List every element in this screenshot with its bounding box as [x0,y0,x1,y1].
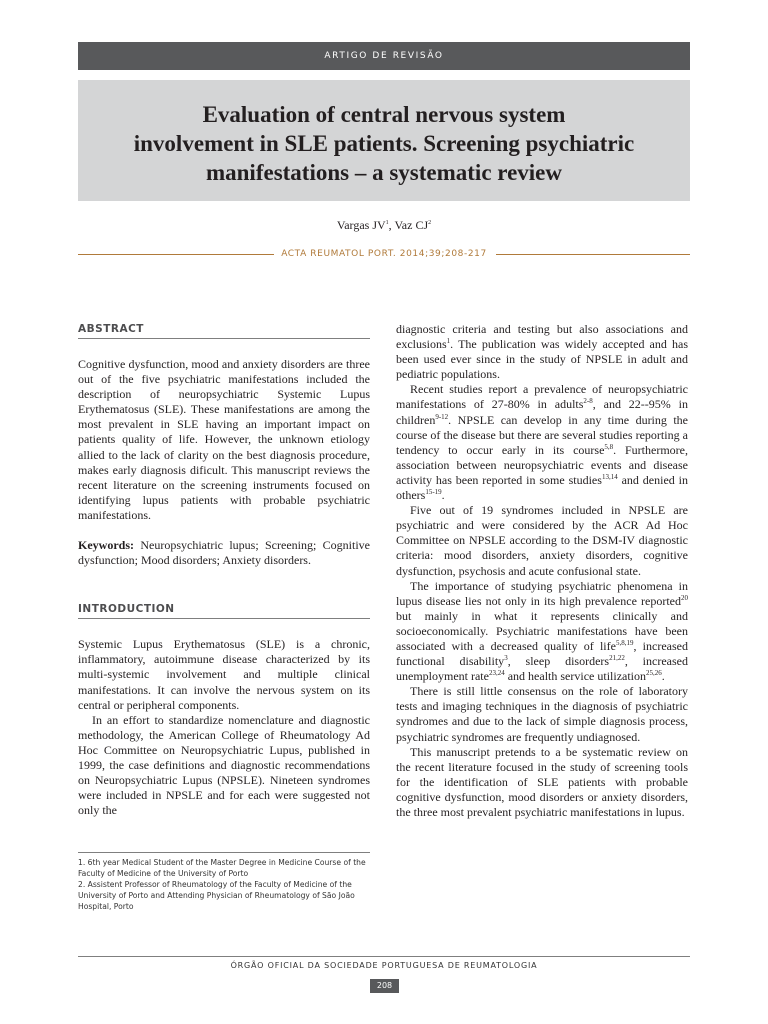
intro-paragraph-2: In an effort to standardize nomenclature and diagnostic methodology, the American College of Rheumatology Ad Hoc Committee on Neuropsychiatric Lupus, published in 1999, the case definitions and diagnostic recommendations on Neuropsychiatric Lupus (NPSLE). Nineteen syndromes were included in NPSLE and for each were suggested not only the [78,712,370,818]
author-separator: , [388,218,395,232]
spacer [78,523,370,538]
citation: 13,14 [601,472,618,481]
keywords [78,538,370,568]
keywords-label: Keywords: [78,538,134,553]
text-run: , and 22--95% in children [396,397,688,427]
footer-organization: ÓRGÃO OFICIAL DA SOCIEDADE PORTUGUESA DE REUMATOLOGIA [230,961,538,970]
text-run: Recent studies report a prevalence of neuropsychiatric manifestations of 27-80% in adults [396,382,688,412]
citation: 23,24 [488,669,505,678]
section-label-band [78,42,690,70]
intro-paragraph-1: Systemic Lupus Erythematosus (SLE) is a chronic, inflammatory, autoimmune disease characterized by its multi-systemic involvement and multiple clinical manifestations. It can involve the nervous system on its central or peripheral components. [78,637,370,712]
footer-divider [78,956,690,957]
text-run: . [441,488,445,503]
right-column [396,322,688,820]
footnote-2: 2. Assistent Professor of Rheumatology of the Faculty of Medicine of the University of Porto and Attending Physician of Rheumatology of São João Hospital, Porto [78,880,355,911]
body-paragraph-3: Five out of 19 syndromes included in NPSLE are psychiatric and were considered by the ACR Ad Hoc Committee on NPSLE according to the DSM-IV diagnostic criteria: mood disorders, anxiety disorders, cognitive dysfunction, psychosis and acute confusional state. [396,503,688,578]
citation: 9-12 [435,412,449,421]
text-run: . [661,669,665,684]
keywords-text: Neuropsychiatric lupus; Screening; Cognitive dysfunction; Mood disorders; Anxiety disorders. [78,538,370,568]
text-run: The importance of studying psychiatric phenomena in lupus disease lies not only in its high prevalence reported [396,578,688,608]
text-run: , increased functional disability [396,638,688,669]
author-2: Vaz CJ [394,218,429,232]
affiliation-footnotes [78,852,370,912]
body-paragraph-2 [396,382,688,503]
citation: 21,22 [609,654,625,663]
footnote-1: 1. 6th year Medical Student of the Master Degree in Medicine Course of the Faculty of Medicine of the University of Porto [78,858,366,878]
page-number: 208 [370,979,399,993]
title-line-3: manifestations – a systematic review [205,160,562,185]
body-paragraph-1 [396,322,688,382]
abstract-text: Cognitive dysfunction, mood and anxiety disorders are three out of the five psychiatric manifestations included the description of neuropsychiatric Systemic Lupus Erythematosus (SLE). These manifestations are among the most prevalent in SLE having an important impact on patients quality of life. However, the unknown etiology allied to the lack of clarity on the best diagnosis procedure, makes early diagnosis dificult. This manuscript reviews the recent literature on the screening instruments focused on identifying lupus patients with probable psychiatric manifestations. [78,357,370,522]
author-1: Vargas JV [336,218,386,232]
journal-reference-bar [78,247,690,261]
text-run: and health service utilization [504,669,647,684]
citation: 3 [504,654,508,663]
text-run: but mainly in what it represents clinically and socioeconomically. Psychiatric manifestations have been associated with a decreased quality of life [396,608,688,653]
text-run: . Furthermore, association between neuropsychiatric events and disease activity has been reported in some studies [396,442,688,487]
left-column [78,322,370,818]
citation: 5,8 [604,442,614,451]
rule-right [496,254,690,255]
citation: 2-8 [583,397,593,406]
journal-reference: ACTA REUMATOL PORT. 2014;39;208-217 [281,249,487,259]
text-run: , sleep disorders [507,654,610,669]
citation: 25,26 [646,669,662,678]
title-line-2: involvement in SLE patients. Screening psychiatric [133,131,635,156]
authors [0,218,768,233]
title-line-1: Evaluation of central nervous system [202,102,566,127]
text-run: diagnostic criteria and testing but also associations and exclusions [396,322,688,352]
text-run: . The publication was widely accepted and has been used ever since in the study of NPSLE in adult and pediatric populations. [396,337,688,382]
citation: 20 [681,593,688,602]
citation: 5,8,19 [615,638,634,647]
citation: 1 [446,337,451,346]
text-run: . NPSLE can develop in any time during the course of the disease but there are several studies reporting a tendency to occur early in its course [396,412,688,457]
text-run: , increased unemployment rate [396,654,688,684]
body-paragraph-6: This manuscript pretends to a be systematic review on the recent literature focused in the study of screening tools for the identification of SLE patients with probable cognitive dysfunction, mood disorders or anxiety disorders, the three most prevalent psychiatric manifestations in lupus. [396,744,688,819]
article-title [78,80,690,201]
author-2-affiliation: 2 [428,220,432,226]
citation: 15-19 [425,488,442,497]
text-run: and denied in others [396,472,688,503]
introduction-heading: INTRODUCTION [78,602,370,619]
author-1-affiliation: 1 [385,220,389,226]
spacer [78,568,370,602]
body-paragraph-5: There is still little consensus on the role of laboratory tests and imaging techniques in the diagnosis of psychiatric syndromes and due to the lack of simple diagnosis process, psychiatric syndromes are frequently undiagnosed. [396,684,688,744]
section-label: ARTIGO DE REVISÃO [324,51,444,61]
abstract-heading: ABSTRACT [78,322,370,339]
body-paragraph-4 [396,579,688,685]
